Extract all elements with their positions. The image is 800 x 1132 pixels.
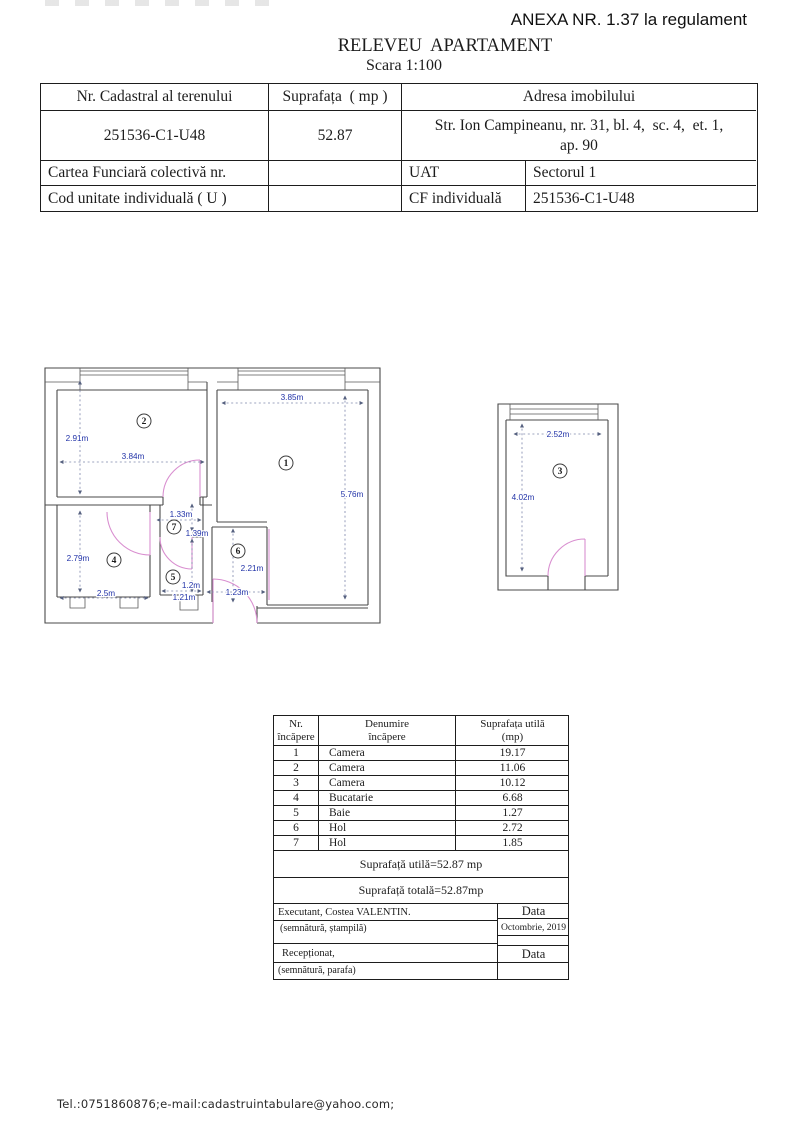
room-name: Camera [319, 761, 456, 776]
door-room2 [163, 460, 200, 497]
window-main-right [238, 368, 345, 382]
dimension-label: 2.5m [96, 589, 116, 598]
signature-left [274, 904, 498, 979]
cf-individuala-value: 251536-C1-U48 [533, 189, 635, 207]
room-number: 1 [274, 746, 319, 761]
scan-artifact [45, 0, 285, 6]
room-area: 6.68 [456, 791, 569, 806]
room-name: Hol [319, 821, 456, 836]
room-number-text: 5 [170, 573, 176, 584]
door-entrance [213, 579, 257, 623]
header-nr: Nr. încăpere [274, 716, 319, 746]
room-number-text: 7 [171, 523, 177, 534]
table-row [274, 791, 568, 806]
door-room4 [107, 512, 150, 555]
room-number: 5 [274, 806, 319, 821]
table-row [274, 776, 568, 791]
window-main-left [80, 368, 188, 382]
room-table-header [274, 716, 568, 746]
dimension-label: 1.23m [225, 588, 249, 597]
room-name: Camera [319, 746, 456, 761]
dimension-label: 1.33m [169, 510, 193, 519]
uat-value: Sectorul 1 [526, 161, 756, 186]
door-annex [548, 539, 585, 576]
room-name: Hol [319, 836, 456, 851]
dimension-label: 2.91m [65, 434, 89, 443]
cf-colectiva-label: Cartea Funciară colectivă nr. [41, 161, 269, 186]
uat-label: UAT [402, 161, 526, 186]
receptionat-label: Recepționat, [274, 944, 497, 963]
room-area: 2.72 [456, 821, 569, 836]
room-number-text: 2 [141, 417, 147, 428]
room-name: Camera [319, 776, 456, 791]
dimension-label: 2.52m [546, 430, 570, 439]
cod-unitate-label: Cod unitate individuală ( U ) [41, 186, 269, 211]
data-label-1: Data [498, 904, 569, 919]
room-number: 2 [274, 761, 319, 776]
dimension-label: 3.85m [280, 393, 304, 402]
dimension-label: 1.39m [185, 529, 209, 538]
area-value: 52.87 [269, 111, 402, 161]
address-value [402, 111, 756, 161]
col-header-address: Adresa imobilului [402, 84, 756, 111]
room-number: 3 [274, 776, 319, 791]
dimension-label: 2.79m [66, 554, 90, 563]
total-total-band: Suprafață totală=52.87mp [274, 878, 568, 904]
room-area: 1.85 [456, 836, 569, 851]
address-text: Str. Ion Campineanu, nr. 31, bl. 4, sc. 4, et. 1, ap. 90 [434, 117, 724, 154]
table-row [274, 761, 568, 776]
room-area: 11.06 [456, 761, 569, 776]
room-number-text: 6 [235, 547, 241, 558]
cf-individuala-label: CF individuală [402, 186, 526, 211]
header-denumire: Denumire încăpere [319, 716, 456, 746]
room-name: Bucatarie [319, 791, 456, 806]
page-title: RELEVEU APARTAMENT [337, 36, 553, 56]
annex-label: ANEXA NR. 1.37 la regulament [510, 10, 747, 29]
room-number: 6 [274, 821, 319, 836]
data-label-2: Data [498, 946, 569, 963]
empty-row [498, 963, 569, 978]
room-table-rows [274, 746, 568, 851]
room-area: 1.27 [456, 806, 569, 821]
col-header-cadastral: Nr. Cadastral al terenului [41, 84, 269, 111]
empty-cell [269, 186, 402, 211]
data-value: Octombrie, 2019 [498, 919, 569, 936]
col-header-area: Suprafața ( mp ) [269, 84, 402, 111]
floor-plan [40, 360, 632, 642]
room-number-text: 1 [283, 459, 289, 470]
total-util-band: Suprafață utilă=52.87 mp [274, 851, 568, 878]
dimension-label: 1.2m [181, 581, 201, 590]
executant-label: Executant, Costea VALENTIN. [274, 904, 497, 921]
window-annex [510, 404, 598, 420]
empty-row [498, 936, 569, 946]
room-area: 10.12 [456, 776, 569, 791]
receptionat-note: (semnătură, parafa) [278, 965, 356, 976]
room-number: 4 [274, 791, 319, 806]
door-room5 [160, 537, 192, 569]
cadastral-number: 251536-C1-U48 [41, 111, 269, 161]
signature-right [498, 904, 569, 979]
room-number-text: 4 [111, 556, 117, 567]
room-area: 19.17 [456, 746, 569, 761]
scale-label: Scara 1:100 [366, 57, 442, 74]
room-name: Baie [319, 806, 456, 821]
executant-note: (semnătură, ștampilă) [274, 921, 497, 944]
room-number-text: 3 [557, 467, 563, 478]
table-row [274, 806, 568, 821]
table-row [274, 746, 568, 761]
dimension-label: 4.02m [511, 493, 535, 502]
dimension-label: 5.76m [340, 490, 364, 499]
empty-cell [269, 161, 402, 186]
room4-walls [57, 505, 150, 597]
dimension-label: 3.84m [121, 452, 145, 461]
dimension-label: 2.21m [240, 564, 264, 573]
table-row [274, 836, 568, 851]
table-row [274, 821, 568, 836]
header-suprafata: Suprafața utilă (mp) [456, 716, 569, 746]
cadastral-table [40, 83, 758, 212]
dimension-label: 1.21m [172, 593, 196, 602]
room-area-table [273, 715, 569, 980]
signature-block [274, 904, 568, 979]
contact-footer: Tel.:0751860876;e-mail:cadastruintabulare@yahoo.com; [57, 1097, 395, 1111]
room-number: 7 [274, 836, 319, 851]
